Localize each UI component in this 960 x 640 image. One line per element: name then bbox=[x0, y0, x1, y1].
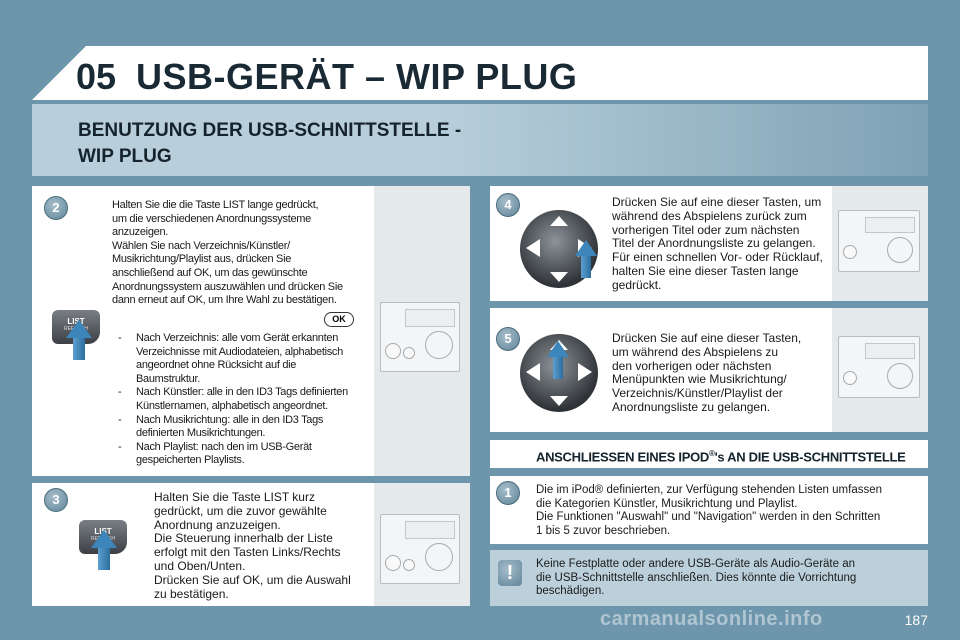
text-line: vorherigen Titel oder zum nächsten bbox=[612, 222, 800, 237]
text-line: Anordnungssystem auszuwählen und drücken Sie bbox=[112, 280, 343, 293]
step-5-badge: 5 bbox=[496, 327, 520, 351]
page-number: 187 bbox=[904, 612, 928, 628]
press-arrow-icon bbox=[581, 256, 591, 278]
text-line: Die im iPod® definierten, zur Verfügung stehenden Listen umfassen bbox=[536, 484, 883, 496]
text-line: Halten Sie die Taste LIST kurz bbox=[154, 490, 315, 504]
step-4-text bbox=[612, 196, 830, 293]
press-arrow-head-icon bbox=[66, 320, 92, 338]
list-button-sublabel: REFRESH bbox=[64, 326, 88, 332]
bullet-line: Nach Musikrichtung: alle in den ID3 Tags bbox=[136, 413, 324, 426]
bullet-dash: - bbox=[118, 413, 122, 426]
text-line: Menüpunkten wie Musikrichtung/ bbox=[612, 372, 787, 387]
bullet-line: Nach Verzeichnis: alle vom Gerät erkannten bbox=[136, 332, 339, 344]
page-title: USB-GERÄT – WIP PLUG bbox=[136, 56, 578, 97]
text-line: Die Funktionen "Auswahl" und "Navigation" werden in den Schritten bbox=[536, 511, 881, 523]
warning-text bbox=[536, 558, 922, 599]
warning-icon: ! bbox=[498, 560, 522, 586]
list-button-sublabel: REFRESH bbox=[91, 536, 115, 542]
list-button-label: LIST bbox=[94, 527, 112, 536]
bullet-item bbox=[118, 332, 374, 386]
text-line: und Oben/Unten. bbox=[154, 558, 246, 573]
ipod-text bbox=[536, 484, 922, 538]
text-line: halten Sie eine dieser Tasten lange bbox=[612, 263, 799, 278]
chapter-number: 05 bbox=[76, 56, 117, 97]
ok-button-icon: OK bbox=[324, 312, 354, 327]
watermark: carmanualsonline.info bbox=[600, 608, 823, 630]
bullet-line: Nach Künstler: alle in den ID3 Tags definierten bbox=[136, 386, 348, 399]
text-line: beschädigen. bbox=[536, 585, 605, 597]
bullet-line: Baumstruktur. bbox=[136, 372, 200, 385]
list-button-label: LIST bbox=[67, 317, 85, 326]
text-line: Die Steuerung innerhalb der Liste bbox=[154, 531, 333, 546]
press-arrow-head-icon bbox=[547, 341, 569, 357]
step-4-badge: 4 bbox=[496, 193, 520, 217]
text-line: erfolgt mit den Tasten Links/Rechts bbox=[154, 545, 341, 560]
bullet-dash: - bbox=[118, 332, 122, 344]
text-line: anzuzeigen. bbox=[112, 226, 169, 239]
text-line: Drücken Sie auf eine dieser Tasten, bbox=[612, 331, 802, 345]
press-arrow-head-icon bbox=[91, 530, 117, 548]
text-line: 1 bis 5 zuvor beschrieben. bbox=[536, 524, 671, 537]
text-line: um während des Abspielens zu bbox=[612, 344, 779, 359]
radio-unit-illustration bbox=[380, 514, 460, 584]
step-2-text bbox=[112, 199, 374, 308]
bullet-item bbox=[118, 441, 374, 468]
bullet-line: angeordnet ohne Rücksicht auf die bbox=[136, 359, 297, 372]
bullet-line: Künstlernamen, alphabetisch angeordnet. bbox=[136, 399, 328, 412]
press-arrow-icon bbox=[73, 336, 85, 360]
text-line: Drücken Sie auf OK, um die Auswahl bbox=[154, 572, 351, 587]
radio-unit-illustration bbox=[380, 302, 460, 372]
text-line: gedrückt. bbox=[612, 277, 662, 292]
text-line: den vorherigen oder nächsten bbox=[612, 358, 772, 373]
step-5-text bbox=[612, 332, 830, 415]
press-arrow-icon bbox=[553, 357, 563, 379]
press-arrow-head-icon bbox=[575, 240, 597, 256]
ipod-section-heading: ANSCHLIESSEN EINES IPOD®'s AN DIE USB-SCHNITTSTELLE bbox=[536, 449, 906, 465]
section-subtitle: BENUTZUNG DER USB-SCHNITTSTELLE - WIP PLUG bbox=[78, 120, 462, 167]
bullet-item bbox=[118, 386, 374, 413]
text-line: die USB-Schnittstelle anschließen. Dies könnte die Vorrichtung bbox=[536, 571, 857, 584]
text-line: Anordnung anzuzeigen. bbox=[154, 517, 281, 532]
text-line: Für einen schnellen Vor- oder Rücklauf, bbox=[612, 250, 823, 265]
radio-unit-illustration bbox=[838, 210, 920, 272]
text-line: gedrückt, um die zuvor gewählte bbox=[154, 503, 327, 518]
radio-unit-illustration bbox=[838, 336, 920, 398]
text-line: Wählen Sie nach Verzeichnis/Künstler/ bbox=[112, 239, 290, 252]
text-line: Titel der Anordnungsliste zu gelangen. bbox=[612, 236, 816, 251]
text-line: Musikrichtung/Playlist aus, drücken Sie bbox=[112, 253, 292, 266]
press-arrow-icon bbox=[98, 546, 110, 570]
text-line: die Kategorien Künstler, Musikrichtung und Playlist. bbox=[536, 497, 798, 510]
text-line: Halten Sie die die Taste LIST lange gedrückt, bbox=[112, 199, 319, 211]
text-line: zu bestätigen. bbox=[154, 586, 229, 601]
text-line: dann erneut auf OK, um Ihre Wahl zu bestätigen. bbox=[112, 294, 337, 307]
text-line: Drücken Sie auf eine dieser Tasten, um bbox=[612, 195, 822, 209]
bullet-line: Verzeichnisse mit Audiodateien, alphabetisch bbox=[136, 345, 343, 358]
bullet-line: definierten Musikrichtungen. bbox=[136, 427, 266, 440]
text-line: Verzeichnis/Künstler/Playlist der bbox=[612, 386, 783, 401]
text-line: Anordnungsliste zu gelangen. bbox=[612, 399, 771, 414]
step-3-badge: 3 bbox=[44, 488, 68, 512]
bullet-item bbox=[118, 414, 374, 441]
text-line: Keine Festplatte oder andere USB-Geräte als Audio-Geräte an bbox=[536, 558, 855, 570]
step-2-bullets bbox=[118, 332, 374, 468]
step-1-badge: 1 bbox=[496, 481, 520, 505]
text-line: während des Abspielens zurück zum bbox=[612, 208, 807, 223]
text-line: anschließend auf OK, um das gewünschte bbox=[112, 266, 308, 279]
bullet-line: gespeicherten Playlists. bbox=[136, 454, 245, 467]
step-3-text bbox=[154, 491, 370, 601]
bullet-dash: - bbox=[118, 386, 122, 399]
bullet-line: Nach Playlist: nach den im USB-Gerät bbox=[136, 440, 312, 453]
step-2-badge: 2 bbox=[44, 196, 68, 220]
bullet-dash: - bbox=[118, 440, 122, 453]
text-line: um die verschiedenen Anordnungssysteme bbox=[112, 212, 311, 225]
